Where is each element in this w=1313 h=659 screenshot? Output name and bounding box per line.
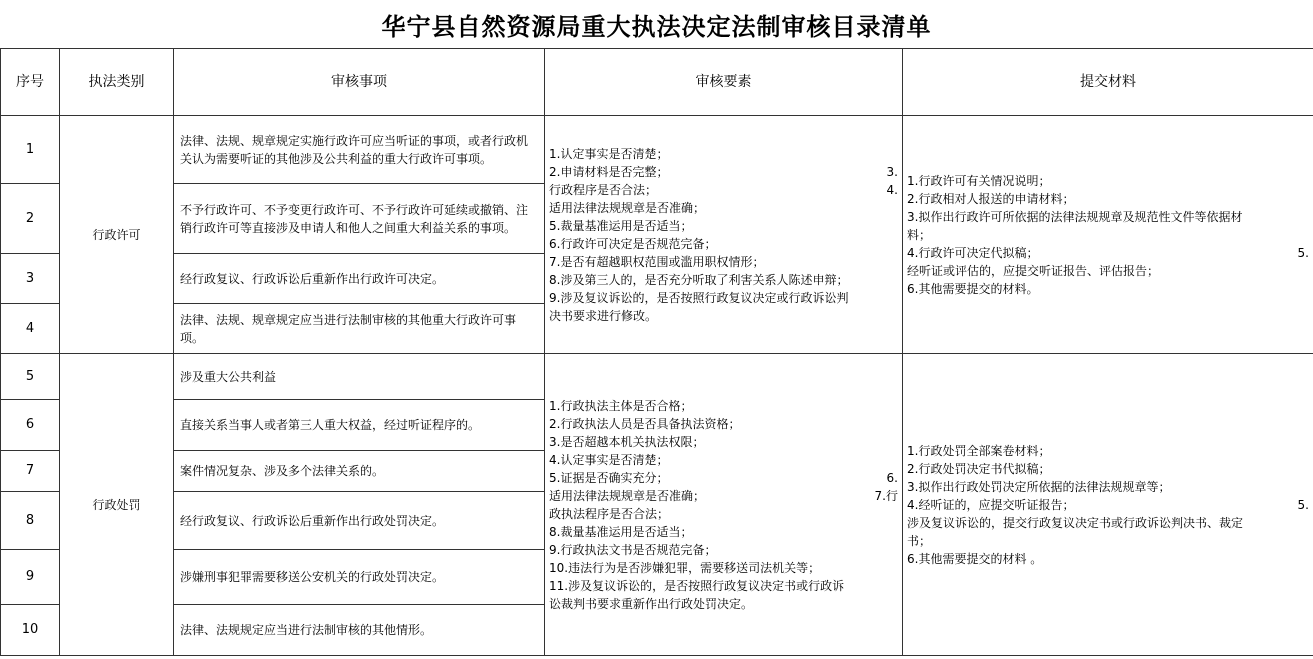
element-line — [549, 199, 898, 217]
element-text: 1.认定事实是否清楚； — [549, 146, 669, 161]
review-item: 不予行政许可、不予变更行政许可、不予行政许可延续或撤销、注销行政许可等直接涉及申请人和他人之间重大利益关系的事项。 — [174, 184, 545, 254]
material-line — [907, 208, 1309, 226]
review-item: 经行政复议、行政诉讼后重新作出行政处罚决定。 — [174, 492, 545, 550]
element-line — [549, 253, 898, 271]
material-text: 1.行政处罚全部案卷材料； — [907, 443, 1051, 458]
material-lines — [907, 172, 1309, 298]
element-line — [549, 163, 898, 181]
element-line — [549, 487, 898, 505]
element-text: 11.涉及复议诉讼的，是否按照行政复议决定书或行政诉 — [549, 578, 845, 593]
element-text: 行政程序是否合法； — [549, 182, 658, 197]
row-number: 5 — [1, 354, 60, 400]
element-text: 讼裁判书要求重新作出行政处罚决定。 — [549, 596, 754, 611]
element-text: 5.裁量基准运用是否适当； — [549, 218, 693, 233]
element-line — [549, 541, 898, 559]
material-text: 3.拟作出行政许可所依据的法律法规规章及规范性文件等依据材 — [907, 209, 1243, 224]
element-lines — [549, 145, 898, 325]
material-text: 料； — [907, 227, 932, 242]
element-text: 适用法律法规规章是否准确； — [549, 488, 706, 503]
element-number: 6. — [886, 470, 898, 485]
material-text: 3.拟作出行政处罚决定所依据的法律法规规章等； — [907, 479, 1171, 494]
row-number: 9 — [1, 550, 60, 605]
category-cell: 行政许可 — [60, 116, 174, 354]
material-line — [907, 172, 1309, 190]
material-line — [907, 280, 1309, 298]
element-line — [549, 307, 898, 325]
element-text: 9.涉及复议诉讼的，是否按照行政复议决定或行政诉讼判 — [549, 290, 849, 305]
material-line — [907, 514, 1309, 532]
element-text: 6.行政许可决定是否规范完备； — [549, 236, 717, 251]
material-text: 2.行政相对人报送的申请材料； — [907, 191, 1075, 206]
element-text: 8.涉及第三人的，是否充分听取了利害关系人陈述申辩； — [549, 272, 849, 287]
element-text: 政执法程序是否合法； — [549, 506, 670, 521]
review-item: 涉及重大公共利益 — [174, 354, 545, 400]
element-line — [549, 523, 898, 541]
row-number: 10 — [1, 605, 60, 656]
element-line — [549, 433, 898, 451]
material-number: 5. — [1297, 245, 1309, 260]
review-item: 经行政复议、行政诉讼后重新作出行政许可决定。 — [174, 254, 545, 304]
element-text: 1.行政执法主体是否合格； — [549, 398, 693, 413]
material-text: 4.经听证的，应提交听证报告； — [907, 497, 1075, 512]
element-line — [549, 145, 898, 163]
material-text: 4.行政许可决定代拟稿； — [907, 245, 1039, 260]
material-text: 6.其他需要提交的材料。 — [907, 281, 1039, 296]
row-number: 2 — [1, 184, 60, 254]
material-line — [907, 226, 1309, 244]
element-line — [549, 469, 898, 487]
element-line — [549, 505, 898, 523]
material-text: 经听证或评估的，应提交听证报告、评估报告； — [907, 263, 1160, 278]
element-text: 5.证据是否确实充分； — [549, 470, 669, 485]
header-item: 审核事项 — [174, 49, 545, 116]
element-line — [549, 397, 898, 415]
row-number: 3 — [1, 254, 60, 304]
review-item: 法律、法规规定应当进行法制审核的其他情形。 — [174, 605, 545, 656]
element-number: 7.行 — [874, 488, 898, 503]
material-line — [907, 244, 1309, 262]
material-text: 涉及复议诉讼的，提交行政复议决定书或行政诉讼判决书、裁定 — [907, 515, 1244, 530]
row-number: 4 — [1, 304, 60, 354]
review-table — [0, 48, 1313, 656]
element-line — [549, 451, 898, 469]
page-title: 华宁县自然资源局重大执法决定法制审核目录清单 — [381, 11, 932, 41]
header-elements: 审核要素 — [545, 49, 903, 116]
element-text: 决书要求进行修改。 — [549, 308, 658, 323]
submit-materials — [903, 116, 1313, 354]
element-text: 3.是否超越本机关执法权限； — [549, 434, 705, 449]
review-item: 涉嫌刑事犯罪需要移送公安机关的行政处罚决定。 — [174, 550, 545, 605]
element-text: 10.违法行为是否涉嫌犯罪，需要移送司法机关等； — [549, 560, 821, 575]
material-line — [907, 478, 1309, 496]
element-text: 适用法律法规规章是否准确； — [549, 200, 706, 215]
element-text: 4.认定事实是否清楚； — [549, 452, 669, 467]
material-line — [907, 460, 1309, 478]
review-item: 法律、法规、规章规定实施行政许可应当听证的事项，或者行政机关认为需要听证的其他涉及公共利益的重大行政许可事项。 — [174, 116, 545, 184]
material-lines — [907, 442, 1309, 568]
material-number: 5. — [1297, 497, 1309, 512]
material-text: 1.行政许可有关情况说明； — [907, 173, 1051, 188]
review-item: 法律、法规、规章规定应当进行法制审核的其他重大行政许可事项。 — [174, 304, 545, 354]
row-number: 7 — [1, 451, 60, 492]
element-line — [549, 577, 898, 595]
material-text: 6.其他需要提交的材料 。 — [907, 551, 1043, 566]
element-number: 4. — [886, 182, 898, 197]
element-line — [549, 289, 898, 307]
row-number: 1 — [1, 116, 60, 184]
header-seq: 序号 — [1, 49, 60, 116]
element-line — [549, 559, 898, 577]
element-line — [549, 595, 898, 613]
element-lines — [549, 397, 898, 613]
element-line — [549, 415, 898, 433]
table-row — [1, 116, 1313, 184]
element-text: 8.裁量基准运用是否适当； — [549, 524, 693, 539]
review-item: 直接关系当事人或者第三人重大权益，经过听证程序的。 — [174, 400, 545, 451]
review-item: 案件情况复杂、涉及多个法律关系的。 — [174, 451, 545, 492]
review-elements — [545, 116, 903, 354]
material-line — [907, 262, 1309, 280]
material-line — [907, 550, 1309, 568]
material-line — [907, 190, 1309, 208]
material-text: 书； — [907, 533, 932, 548]
header-materials: 提交材料 — [903, 49, 1313, 116]
element-text: 2.申请材料是否完整； — [549, 164, 669, 179]
material-line — [907, 532, 1309, 550]
header-row — [1, 49, 1313, 116]
element-text: 2.行政执法人员是否具备执法资格； — [549, 416, 741, 431]
review-elements — [545, 354, 903, 656]
submit-materials — [903, 354, 1313, 656]
material-line — [907, 496, 1309, 514]
element-line — [549, 217, 898, 235]
header-category: 执法类别 — [60, 49, 174, 116]
row-number: 6 — [1, 400, 60, 451]
element-number: 3. — [886, 164, 898, 179]
element-line — [549, 235, 898, 253]
element-text: 9.行政执法文书是否规范完备； — [549, 542, 717, 557]
category-cell: 行政处罚 — [60, 354, 174, 656]
element-line — [549, 271, 898, 289]
row-number: 8 — [1, 492, 60, 550]
table-row — [1, 354, 1313, 400]
material-text: 2.行政处罚决定书代拟稿； — [907, 461, 1051, 476]
element-line — [549, 181, 898, 199]
element-text: 7.是否有超越职权范围或滥用职权情形； — [549, 254, 765, 269]
material-line — [907, 442, 1309, 460]
